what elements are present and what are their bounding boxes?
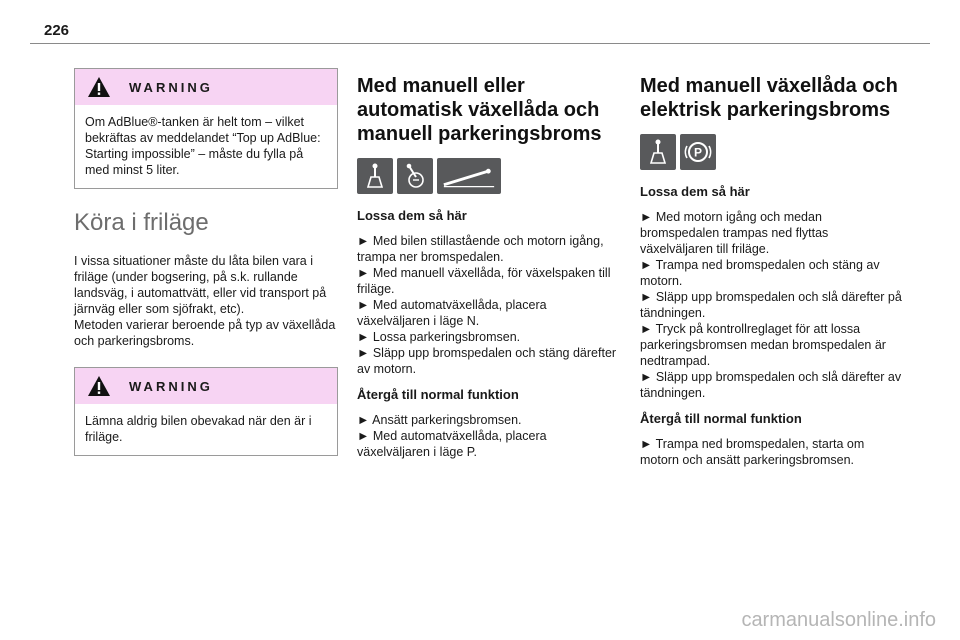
- intro-line: I vissa situationer måste du låta bilen vara i friläge (under bogsering, på s.k. rullande landsväg, i automattvätt, eller vid transport på järnväg eller som sjöfrakt, etc).: [74, 254, 327, 316]
- release-title: Lossa dem så här: [640, 184, 750, 199]
- middle-column: [357, 74, 621, 460]
- release-steps: [640, 209, 904, 401]
- svg-text:P: P: [693, 145, 703, 160]
- warning-header: [75, 368, 337, 404]
- step-item: ► Trampa ned bromspedalen, starta om motorn och ansätt parkeringsbromsen.: [640, 437, 865, 467]
- step-item: ► Trampa ned bromspedalen och stäng av motorn.: [640, 258, 880, 288]
- restore-steps: [640, 436, 904, 468]
- restore-title: Återgå till normal funktion: [640, 411, 802, 426]
- warning-icon: [87, 375, 111, 397]
- left-column: [74, 68, 338, 456]
- restore-steps: [357, 412, 621, 460]
- intro-text: [74, 253, 338, 349]
- step-item: ► Ansätt parkeringsbromsen.: [357, 413, 522, 427]
- section-title: Köra i friläge: [74, 209, 209, 236]
- step-item: ► Med automatväxellåda, placera växelväljaren i läge P.: [357, 429, 547, 459]
- header-rule: [30, 43, 930, 44]
- warning-header: [75, 69, 337, 105]
- intro-line: Metoden varierar beroende på typ av växellåda och parkeringsbroms.: [74, 318, 336, 348]
- automatic-gear-icon: [397, 158, 433, 194]
- warning-title: WARNING: [129, 79, 213, 95]
- icon-row: [357, 158, 621, 194]
- right-column: [640, 74, 904, 468]
- page-number: 226: [44, 22, 70, 39]
- release-title: Lossa dem så här: [357, 208, 467, 223]
- icon-row: [640, 134, 904, 170]
- section-heading: Med manuell växellåda och elektrisk parkeringsbroms: [640, 75, 898, 121]
- warning-icon: [87, 76, 111, 98]
- warning-text: Lämna aldrig bilen obevakad när den är i friläge.: [85, 414, 312, 444]
- step-item: ► Släpp upp bromspedalen och stäng därefter av motorn.: [357, 346, 617, 376]
- warning-box: [74, 68, 338, 189]
- step-item: ► Med motorn igång och medan bromspedalen trampas ned flyttas växelväljaren till friläge.: [640, 210, 829, 256]
- restore-title: Återgå till normal funktion: [357, 387, 519, 402]
- step-item: ► Med bilen stillastående och motorn igång, trampa ner bromspedalen.: [357, 234, 604, 264]
- step-item: ► Tryck på kontrollreglaget för att lossa parkeringsbromsen medan bromspedalen är nedtrampad.: [640, 322, 886, 368]
- electric-parking-brake-icon: [680, 134, 716, 170]
- manual-handbrake-icon: [437, 158, 501, 194]
- step-item: ► Med automatväxellåda, placera växelväljaren i läge N.: [357, 298, 547, 328]
- step-item: ► Släpp upp bromspedalen och slå därefter av tändningen.: [640, 370, 902, 400]
- warning-title: WARNING: [129, 378, 213, 394]
- section-heading: Med manuell eller automatisk växellåda och manuell parkeringsbroms: [357, 75, 602, 145]
- step-item: ► Lossa parkeringsbromsen.: [357, 330, 521, 344]
- release-steps: [357, 233, 621, 377]
- manual-gear-icon: [357, 158, 393, 194]
- step-item: ► Släpp upp bromspedalen och slå därefter på tändningen.: [640, 290, 902, 320]
- warning-box: [74, 367, 338, 456]
- manual-gear-icon: [640, 134, 676, 170]
- watermark: carmanualsonline.info: [741, 609, 936, 631]
- warning-text: Om AdBlue®-tanken är helt tom – vilket bekräftas av meddelandet “Top up AdBlue: Starting impossible” – måste du fylla på med minst 5 liter.: [85, 115, 321, 177]
- step-item: ► Med manuell växellåda, för växelspaken till friläge.: [357, 266, 611, 296]
